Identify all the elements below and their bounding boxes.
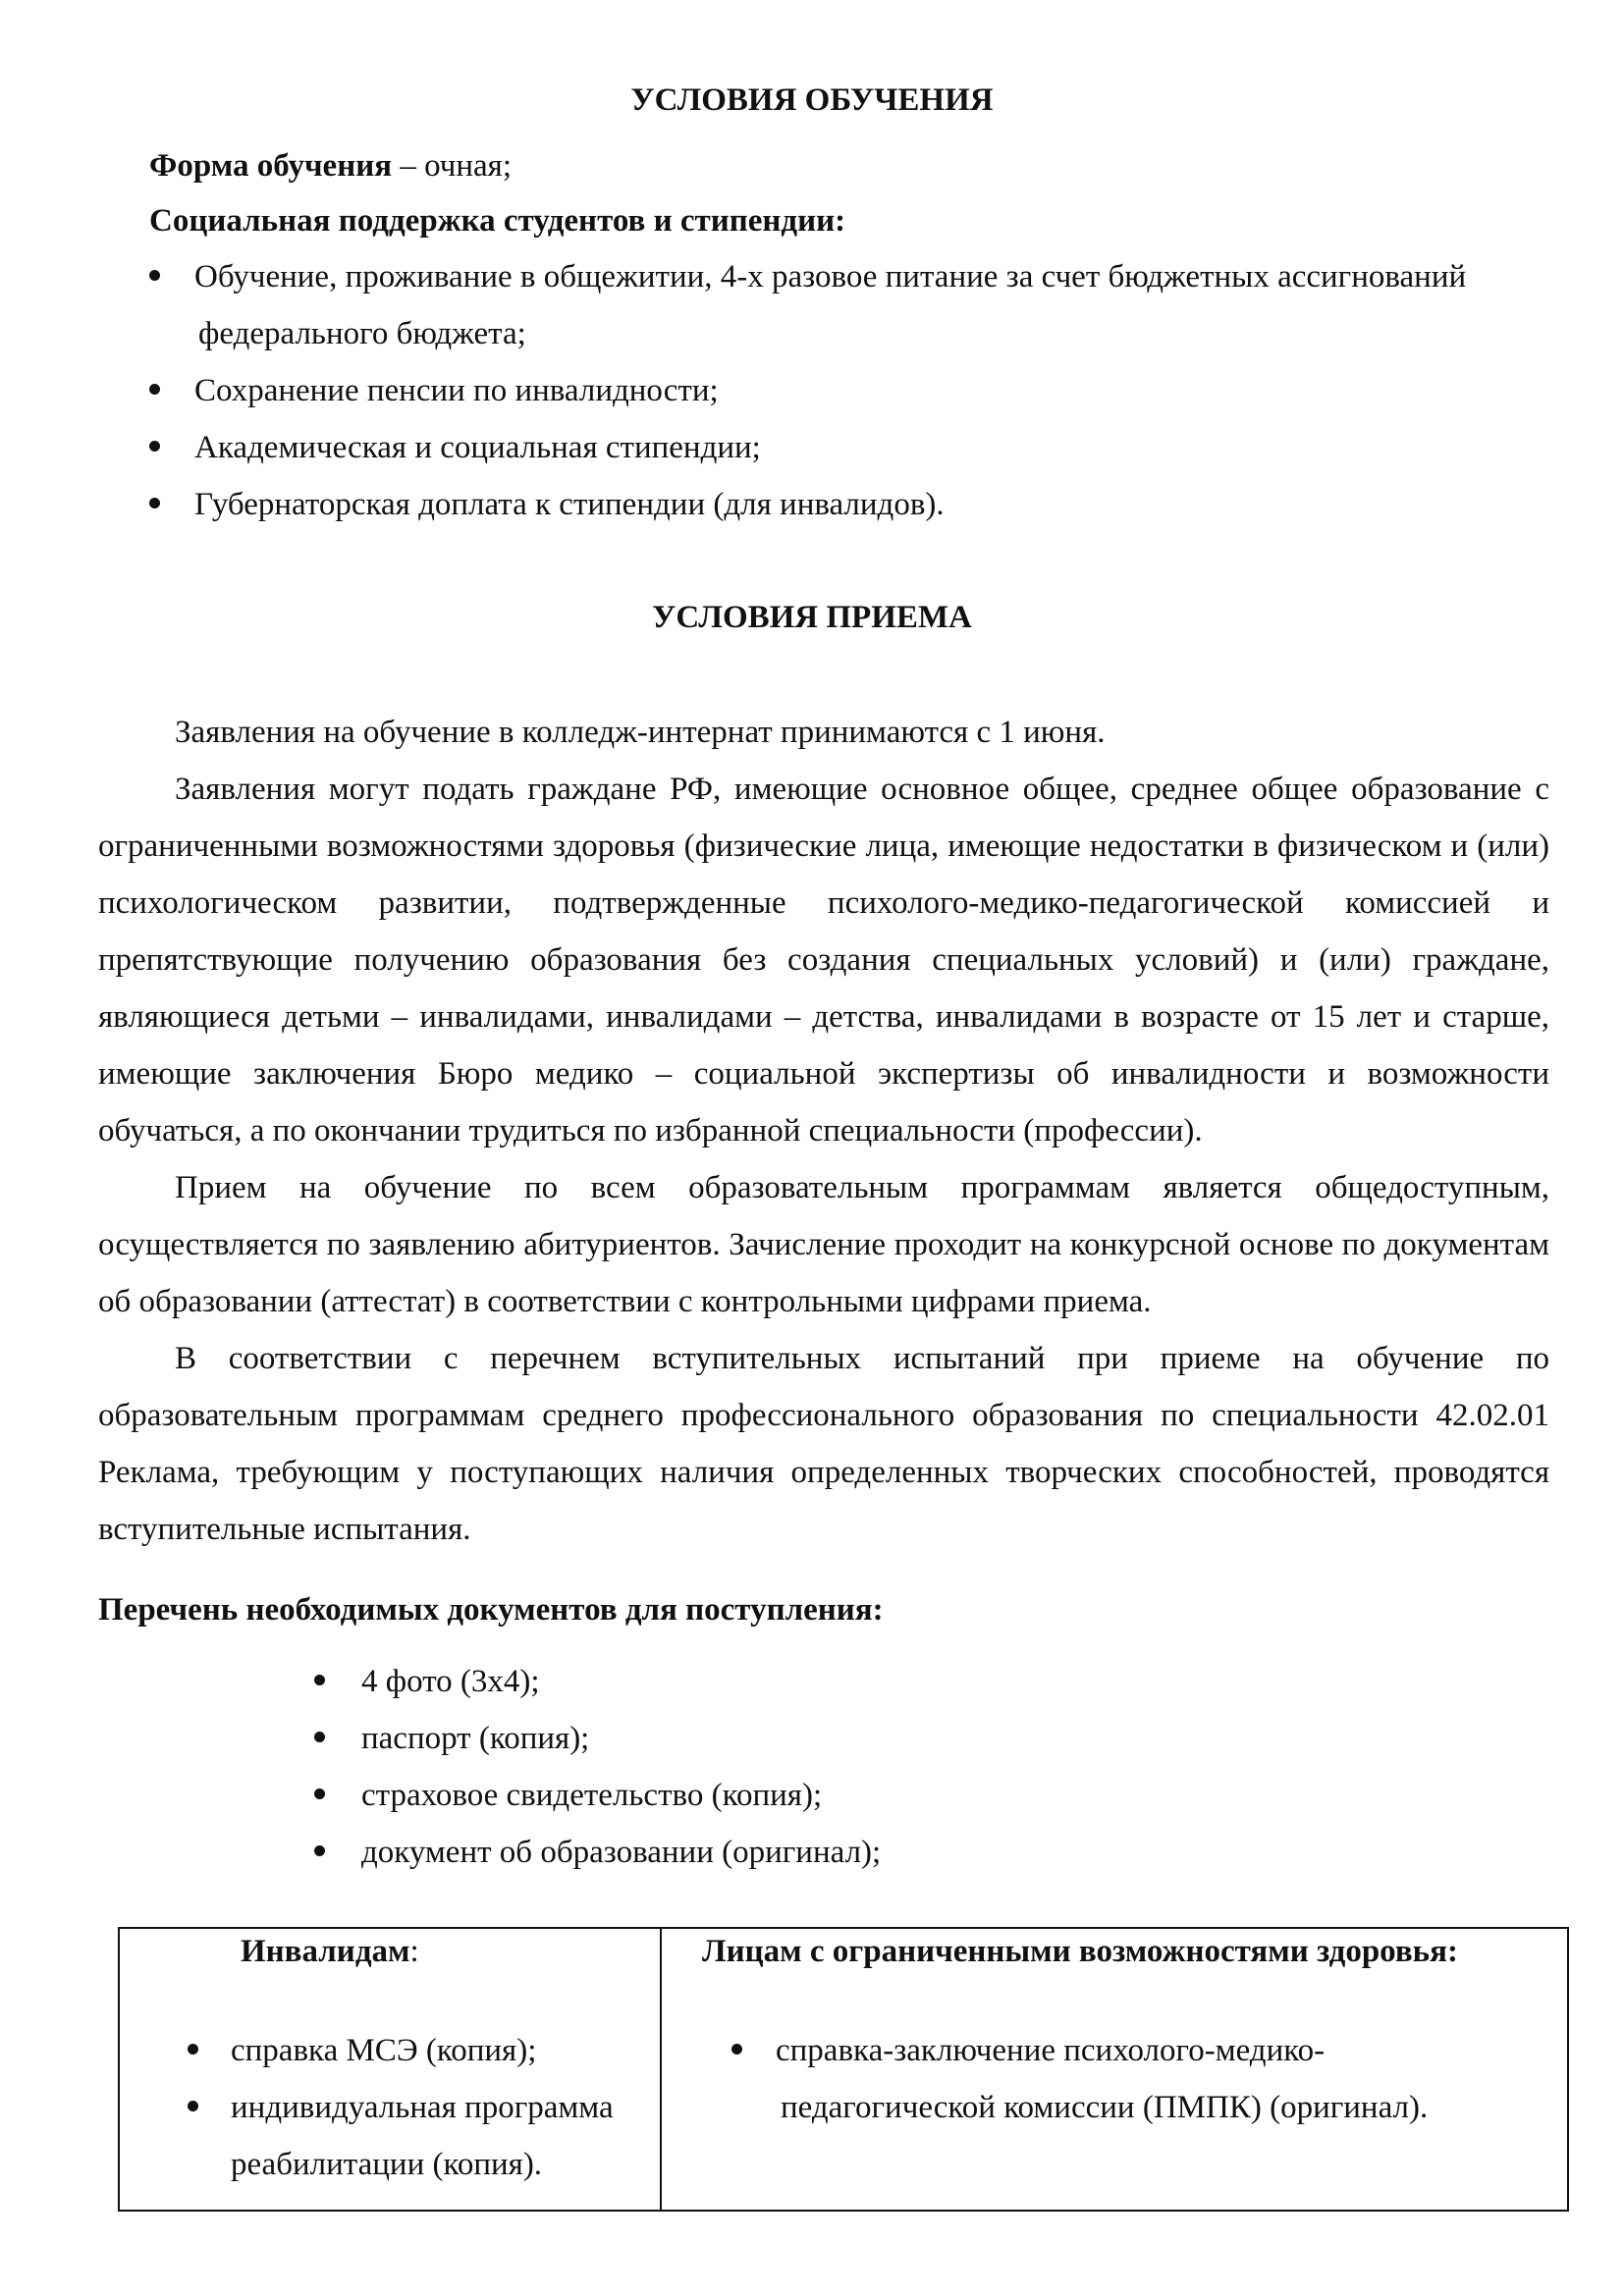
list-item: индивидуальная программа	[231, 2090, 614, 2125]
study-form-label: Форма обучения	[149, 148, 393, 184]
list-item: Академическая и социальная стипендии;	[194, 430, 761, 465]
documents-heading: Перечень необходимых документов для поступления:	[98, 1592, 884, 1628]
table-left-head-colon: :	[409, 1934, 419, 1969]
list-item: Сохранение пенсии по инвалидности;	[194, 373, 719, 408]
bullet-icon	[314, 1845, 325, 1856]
requirements-table	[118, 1927, 1569, 2212]
admission-text	[98, 704, 1549, 1558]
list-item: реабилитации (копия).	[231, 2147, 543, 2182]
list-item: справка-заключение психолого-медико-	[776, 2033, 1326, 2068]
table-left-head-label: Инвалидам	[241, 1934, 410, 1969]
bullet-icon	[314, 1789, 325, 1799]
list-item: страховое свидетельство (копия);	[361, 1778, 823, 1813]
bullet-icon	[731, 2044, 742, 2055]
table-right-head: Лицам с ограниченными возможностями здоровья:	[702, 1934, 1458, 1969]
admission-heading: УСЛОВИЯ ПРИЕМА	[652, 600, 972, 635]
list-item: Обучение, проживание в общежитии, 4-х разовое питание за счет бюджетных ассигнований	[194, 259, 1467, 294]
list-item: федерального бюджета;	[198, 316, 526, 351]
admission-paragraph: Заявления могут подать граждане РФ, имеющие основное общее, среднее общее образование с ограниченными возможностями здоровья (физические лица, имеющие недостатки в физическом и (или) психологическом развитии, подтвержденные психолого-медико-педагогической комиссией и препятствующие получению образования без создания специальных условий) и (или) граждане, являющиеся детьми – инвалидами, инвалидами – детства, инвалидами в возрасте от 15 лет и старше, имеющие заключения Бюро медико – социальной экспертизы об инвалидности и возможности обучаться, а по окончании трудиться по избранной специальности (профессии).	[98, 772, 1549, 1148]
list-item: справка МСЭ (копия);	[231, 2033, 537, 2068]
bullet-icon	[149, 441, 160, 452]
study-form-value: – очная;	[392, 148, 512, 184]
bullet-icon	[149, 384, 160, 395]
admission-paragraph: Прием на обучение по всем образовательным программам является общедоступным, осуществляется по заявлению абитуриентов. Зачисление проходит на конкурсной основе по документам об образовании (аттестат) в соответствии с контрольными цифрами приема.	[98, 1170, 1549, 1319]
admission-paragraph: Заявления на обучение в колледж-интернат принимаются с 1 июня.	[175, 715, 1106, 750]
list-item: Губернаторская доплата к стипендии (для инвалидов).	[194, 487, 945, 522]
support-label: Социальная поддержка студентов и стипендии:	[149, 203, 846, 239]
bullet-icon	[314, 1675, 325, 1685]
list-item: паспорт (копия);	[361, 1721, 590, 1756]
study-heading: УСЛОВИЯ ОБУЧЕНИЯ	[630, 82, 994, 118]
table-divider	[660, 1929, 662, 2210]
admission-paragraph: В соответствии с перечнем вступительных испытаний при приеме на обучение по образовательным программам среднего профессионального образования по специальности 42.02.01 Реклама, требующим у поступающих наличия определенных творческих способностей, проводятся вступительные испытания.	[98, 1341, 1549, 1547]
bullet-icon	[314, 1732, 325, 1742]
list-item: 4 фото (3х4);	[361, 1664, 540, 1699]
list-item: педагогической комиссии (ПМПК) (оригинал).	[781, 2090, 1429, 2125]
table-left-head	[241, 1923, 419, 1980]
bullet-icon	[149, 498, 160, 508]
bullet-icon	[149, 270, 160, 281]
list-item: документ об образовании (оригинал);	[361, 1835, 882, 1870]
bullet-icon	[188, 2044, 198, 2055]
study-form-line	[149, 137, 512, 194]
bullet-icon	[188, 2101, 198, 2111]
